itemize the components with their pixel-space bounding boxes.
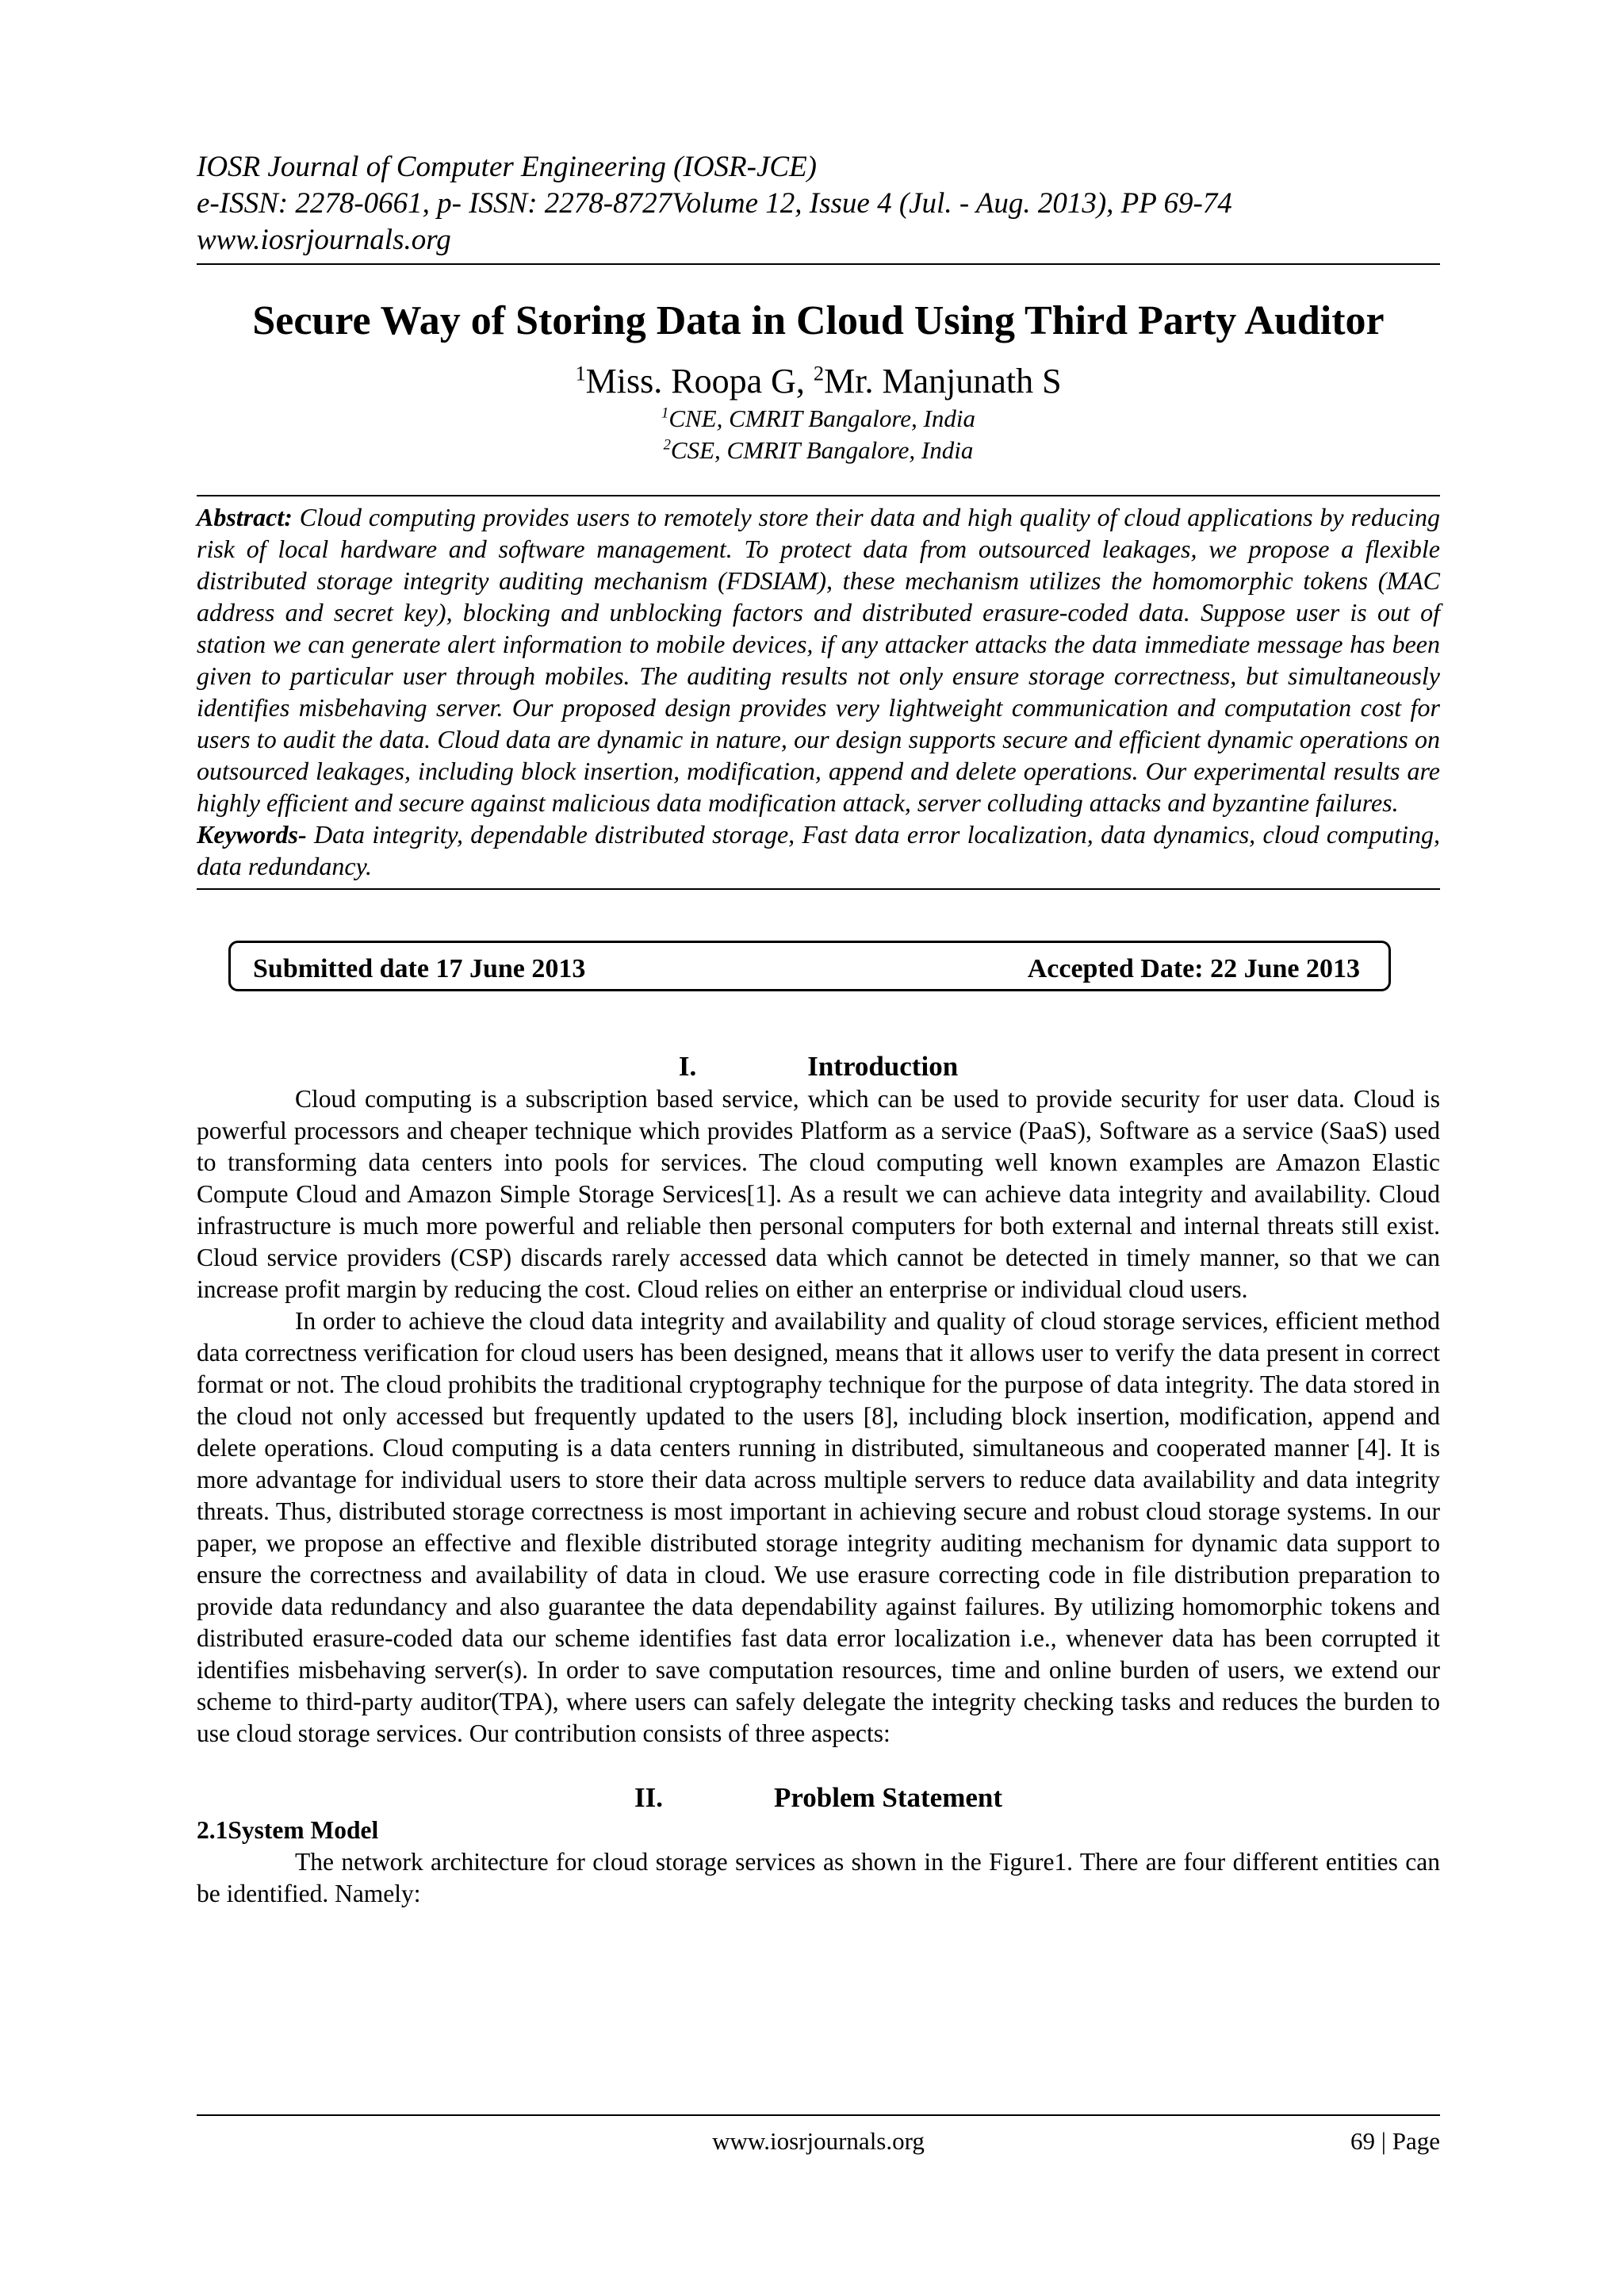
section-1-title: Introduction: [807, 1051, 959, 1082]
section-1-heading: [197, 1050, 1440, 1083]
header-rule: [197, 263, 1440, 265]
journal-header: [197, 149, 1440, 259]
section-1-number: I.: [678, 1051, 697, 1082]
keywords-text: Data integrity, dependable distributed storage, Fast data error localization, data dynamics, cloud computing, data redundancy.: [197, 820, 1440, 880]
page-footer: [197, 2114, 1440, 2155]
paragraph: The network architecture for cloud storage services as shown in the Figure1. There are four different entities can be identified. Namely:: [197, 1848, 1440, 1907]
journal-name: IOSR Journal of Computer Engineering (IOSR-JCE): [197, 151, 817, 183]
accepted-date: Accepted Date: 22 June 2013: [1027, 954, 1360, 983]
footer-website: www.iosrjournals.org: [712, 2127, 925, 2155]
affiliation-1-superscript: 1: [661, 404, 669, 422]
abstract-label: Abstract:: [197, 503, 293, 531]
affiliation-1: [197, 403, 1440, 435]
affiliation-1-text: CNE, CMRIT Bangalore, India: [668, 404, 975, 432]
journal-issn: e-ISSN: 2278-0661, p- ISSN: 2278-8727Volume 12, Issue 4 (Jul. - Aug. 2013), PP 69-74: [197, 187, 1232, 220]
author-1-superscript: 1: [575, 361, 586, 385]
affiliation-2-superscript: 2: [663, 436, 671, 454]
paper-page: [197, 149, 1440, 1910]
section-1-body: [197, 1083, 1440, 1750]
subsection-heading: 2.1System Model: [197, 1816, 379, 1844]
author-2-superscript: 2: [813, 361, 825, 385]
paragraph: Cloud computing is a subscription based service, which can be used to provide security for user data. Cloud is powerful processors and cheaper technique which provides Platform as a service (PaaS), Software as a service (SaaS) used to transforming data centers into pools for services. The cloud computing well known examples are Amazon Elastic Compute Cloud and Amazon Simple Storage Services[1]. As a result we can achieve data integrity and availability. Cloud infrastructure is much more powerful and reliable then personal computers for both external and internal threats still exist. Cloud service providers (CSP) discards rarely accessed data which cannot be detected in timely manner, so that we can increase profit margin by reducing the cost. Cloud relies on either an enterprise or individual cloud users.: [197, 1085, 1440, 1303]
affiliation-2-text: CSE, CMRIT Bangalore, India: [670, 436, 974, 464]
section-2-heading: [197, 1781, 1440, 1815]
paper-title: Secure Way of Storing Data in Cloud Using Third Party Auditor: [252, 298, 1385, 343]
section-2-title: Problem Statement: [773, 1782, 1003, 1813]
paragraph: In order to achieve the cloud data integrity and availability and quality of cloud storage services, efficient method data correctness verification for cloud users has been designed, means that it allows user to verify the data present in correct format or not. The cloud prohibits the traditional cryptography technique for the purpose of data integrity. The data stored in the cloud not only accessed but frequently updated to the users [8], including block insertion, modification, append and delete operations. Cloud computing is a data centers running in distributed, simultaneous and cooperated manner [4]. It is more advantage for individual users to store their data across multiple servers to reduce data availability and data integrity threats. Thus, distributed storage correctness is most important in achieving secure and robust cloud storage systems. In our paper, we propose an effective and flexible distributed storage integrity auditing mechanism for dynamic data support to ensure the correctness and availability of data in cloud. We use erasure correcting code in file distribution preparation to provide data redundancy and also guarantee the data dependability against failures. By utilizing homomorphic tokens and distributed erasure-coded data our scheme identifies fast data error localization i.e., whenever data has been corrupted it identifies misbehaving server(s). In order to save computation resources, time and online burden of users, we extend our scheme to third-party auditor(TPA), where users can safely delegate the integrity checking tasks and reduces the burden to use cloud storage services. Our contribution consists of three aspects:: [197, 1307, 1440, 1747]
author-line: [197, 360, 1440, 403]
dates-box: [228, 941, 1391, 991]
footer-rule: [197, 2114, 1440, 2116]
abstract-top-rule: [197, 495, 1440, 496]
section-2-number: II.: [634, 1782, 663, 1813]
abstract-bottom-rule: [197, 888, 1440, 890]
section-2-body: [197, 1846, 1440, 1910]
abstract-text: Cloud computing provides users to remotely store their data and high quality of cloud applications by reducing risk of local hardware and software management. To protect data from outsourced leakages, we propose a flexible distributed storage integrity auditing mechanism (FDSIAM), these mechanism utilizes the homomorphic tokens (MAC address and secret key), blocking and unblocking factors and distributed erasure-coded data. Suppose user is out of station we can generate alert information to mobile devices, if any attacker attacks the data immediate message has been given to particular user through mobiles. The auditing results not only ensure storage correctness, but simultaneously identifies misbehaving server. Our proposed design provides very lightweight communication and computation cost for users to audit the data. Cloud data are dynamic in nature, our design supports secure and efficient dynamic operations on outsourced leakages, including block insertion, modification, append and delete operations. Our experimental results are highly efficient and secure against malicious data modification attack, server colluding attacks and byzantine failures.: [197, 503, 1441, 817]
affiliation-2: [197, 435, 1440, 466]
submitted-date: Submitted date 17 June 2013: [253, 954, 586, 983]
author-1: Miss. Roopa G,: [585, 362, 814, 401]
journal-website: www.iosrjournals.org: [197, 224, 451, 256]
keywords-label: Keywords-: [197, 820, 307, 849]
author-2: Mr. Manjunath S: [824, 362, 1062, 401]
abstract: [197, 501, 1440, 882]
page-number: 69 | Page: [1350, 2127, 1440, 2155]
